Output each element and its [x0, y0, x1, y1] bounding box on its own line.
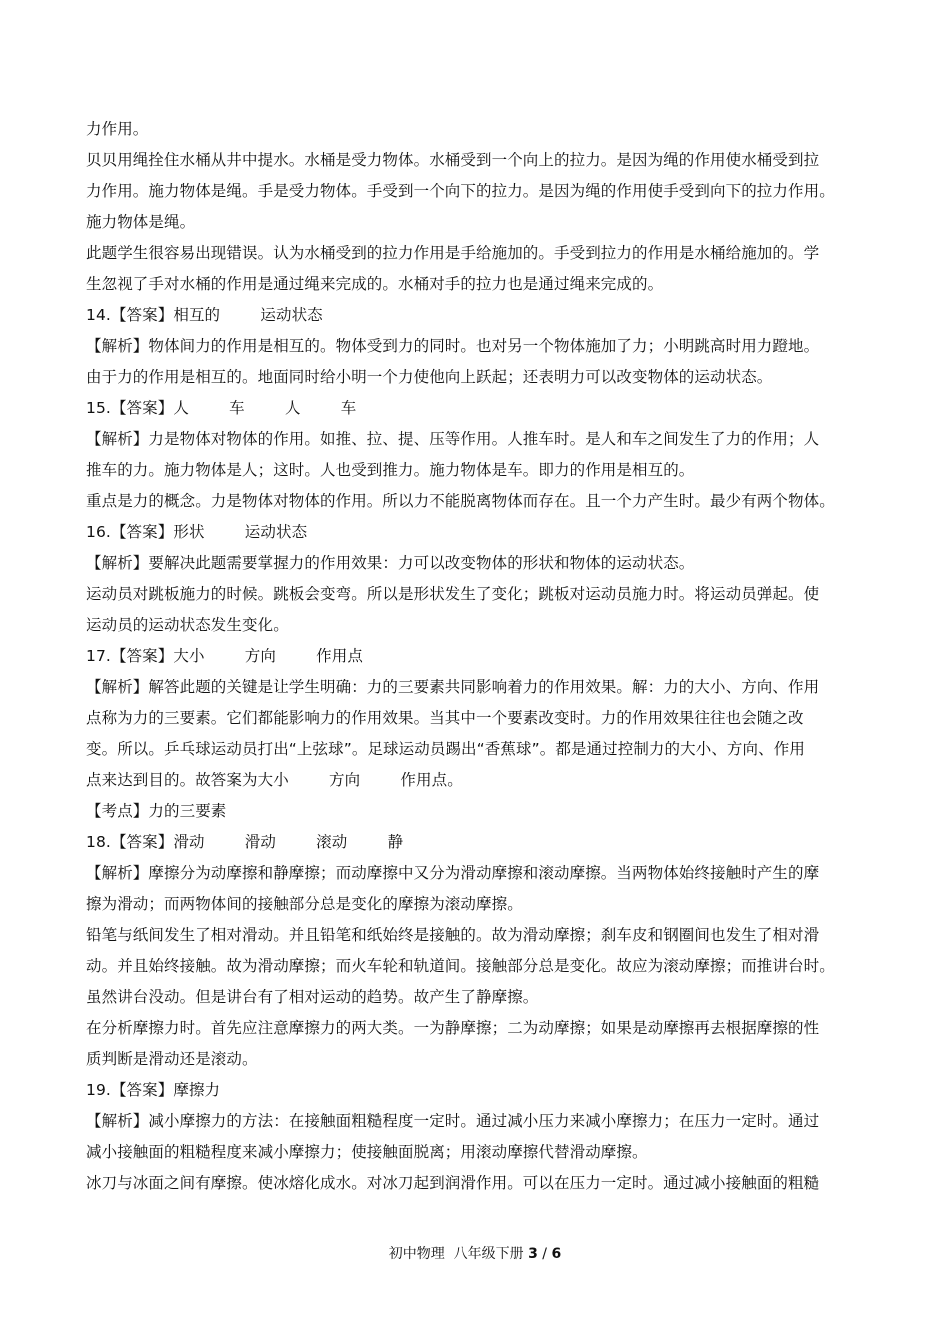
text-line: 15.【答案】人 车 人 车 [86, 399, 357, 417]
text-line: 质判断是滑动还是滚动。 [86, 1050, 258, 1068]
text-line: 19.【答案】摩擦力 [86, 1081, 221, 1099]
text-line: 【考点】力的三要素 [86, 802, 227, 820]
text-line: 点称为力的三要素。它们都能影响力的作用效果。当其中一个要素改变时。力的作用效果往往也会随之改 [86, 709, 804, 727]
text-line: 冰刀与冰面之间有摩擦。使冰熔化成水。对冰刀起到润滑作用。可以在压力一定时。通过减小接触面的粗糙 [86, 1174, 820, 1192]
footer-label: 初中物理 八年级下册 [388, 1246, 529, 1262]
page-number-current: 3 [528, 1246, 538, 1262]
text-line: 擦为滑动；而两物体间的接触部分总是变化的摩擦为滚动摩擦。 [86, 895, 523, 913]
text-line: 贝贝用绳拴住水桶从井中提水。水桶是受力物体。水桶受到一个向上的拉力。是因为绳的作用使水桶受到拉 [86, 151, 820, 169]
text-line: 推车的力。施力物体是人；这时。人也受到推力。施力物体是车。即力的作用是相互的。 [86, 461, 695, 479]
text-line: 变。所以。乒乓球运动员打出“上弦球”。足球运动员踢出“香蕉球”。都是通过控制力的大小、方向、作用 [86, 740, 805, 758]
text-line: 点来达到目的。故答案为大小 方向 作用点。 [86, 771, 463, 789]
text-line: 重点是力的概念。力是物体对物体的作用。所以力不能脱离物体而存在。且一个力产生时。最少有两个物体。 [86, 492, 835, 510]
text-line: 动。并且始终接触。故为滑动摩擦；而火车轮和轨道间。接触部分总是变化。故应为滚动摩擦；而推讲台时。 [86, 957, 835, 975]
page-number-separator: / [537, 1246, 552, 1262]
text-line: 由于力的作用是相互的。地面同时给小明一个力使他向上跃起；还表明力可以改变物体的运动状态。 [86, 368, 773, 386]
text-line: 【解析】力是物体对物体的作用。如推、拉、提、压等作用。人推车时。是人和车之间发生了力的作用；人 [86, 430, 820, 448]
text-line: 此题学生很容易出现错误。认为水桶受到的拉力作用是手给施加的。手受到拉力的作用是水桶给施加的。学 [86, 244, 820, 262]
text-line: 运动员对跳板施力的时候。跳板会变弯。所以是形状发生了变化；跳板对运动员施力时。将运动员弹起。使 [86, 585, 820, 603]
text-line: 14.【答案】相互的 运动状态 [86, 306, 323, 324]
text-line: 力作用。施力物体是绳。手是受力物体。手受到一个向下的拉力。是因为绳的作用使手受到向下的拉力作用。 [86, 182, 835, 200]
text-line: 【解析】解答此题的关键是让学生明确：力的三要素共同影响着力的作用效果。解：力的大小、方向、作用 [86, 678, 820, 696]
document-body [86, 114, 866, 1199]
text-line: 减小接触面的粗糙程度来减小摩擦力；使接触面脱离；用滚动摩擦代替滑动摩擦。 [86, 1143, 648, 1161]
text-line: 铅笔与纸间发生了相对滑动。并且铅笔和纸始终是接触的。故为滑动摩擦；刹车皮和钢圈间也发生了相对滑 [86, 926, 820, 944]
text-line: 施力物体是绳。 [86, 213, 196, 231]
text-line: 【解析】要解决此题需要掌握力的作用效果：力可以改变物体的形状和物体的运动状态。 [86, 554, 695, 572]
text-line: 生忽视了手对水桶的作用是通过绳来完成的。水桶对手的拉力也是通过绳来完成的。 [86, 275, 664, 293]
text-line: 【解析】摩擦分为动摩擦和静摩擦；而动摩擦中又分为滑动摩擦和滚动摩擦。当两物体始终接触时产生的摩 [86, 864, 820, 882]
text-line: 运动员的运动状态发生变化。 [86, 616, 289, 634]
text-line: 【解析】减小摩擦力的方法：在接触面粗糙程度一定时。通过减小压力来减小摩擦力；在压力一定时。通过 [86, 1112, 820, 1130]
text-line: 虽然讲台没动。但是讲台有了相对运动的趋势。故产生了静摩擦。 [86, 988, 539, 1006]
page-footer [0, 1244, 950, 1264]
text-line: 16.【答案】形状 运动状态 [86, 523, 308, 541]
text-line: 力作用。 [86, 120, 149, 138]
text-line: 在分析摩擦力时。首先应注意摩擦力的两大类。一为静摩擦；二为动摩擦；如果是动摩擦再去根据摩擦的性 [86, 1019, 820, 1037]
text-line: 17.【答案】大小 方向 作用点 [86, 647, 363, 665]
text-line: 【解析】物体间力的作用是相互的。物体受到力的同时。也对另一个物体施加了力；小明跳高时用力蹬地。 [86, 337, 820, 355]
page-number-total: 6 [551, 1246, 562, 1262]
text-line: 18.【答案】滑动 滑动 滚动 静 [86, 833, 404, 851]
